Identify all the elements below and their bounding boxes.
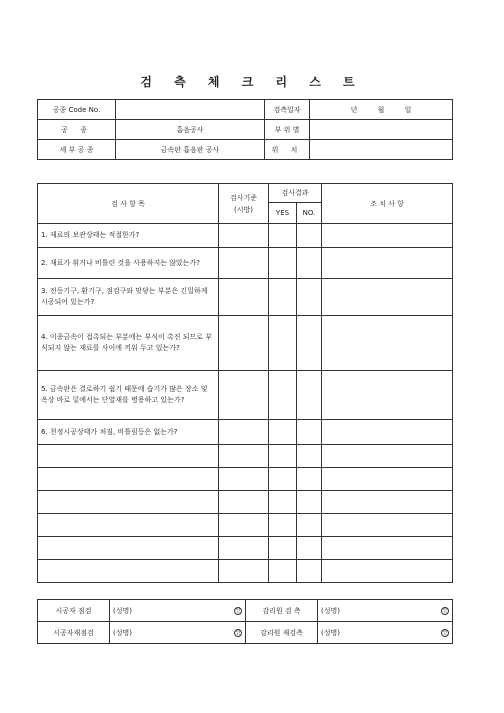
subwork-label: 세 부 공 종 <box>38 140 116 160</box>
table-row <box>38 371 453 420</box>
item-cell[interactable] <box>38 537 219 560</box>
item-cell[interactable] <box>38 514 219 537</box>
empty-row <box>38 514 453 537</box>
seal-icon: 인 <box>442 607 448 614</box>
action-cell[interactable] <box>322 468 453 491</box>
item-cell[interactable] <box>38 491 219 514</box>
no-cell[interactable] <box>297 248 322 279</box>
supervisor-recheck-sign[interactable] <box>318 622 453 644</box>
date-year: 년 <box>350 105 358 114</box>
no-cell[interactable] <box>297 468 322 491</box>
no-cell[interactable] <box>297 537 322 560</box>
yes-cell[interactable] <box>269 560 297 583</box>
yes-cell[interactable] <box>269 514 297 537</box>
standard-cell[interactable] <box>219 279 269 316</box>
no-cell[interactable] <box>297 491 322 514</box>
action-cell[interactable] <box>322 420 453 445</box>
empty-row <box>38 491 453 514</box>
work-label: 공 종 <box>38 120 116 140</box>
col-standard-header: 검사기준 (시방) <box>219 184 269 224</box>
seal-icon: 인 <box>235 607 241 614</box>
location-value[interactable] <box>310 140 453 160</box>
empty-row <box>38 468 453 491</box>
supervisor-check-sign[interactable] <box>318 600 453 622</box>
action-cell[interactable] <box>322 491 453 514</box>
contractor-check-sign[interactable] <box>110 600 246 622</box>
standard-cell[interactable] <box>219 514 269 537</box>
check-item-text: 4. 이종금속이 접촉되는 부분에는 부식이 촉진 되므로 부식되지 않는 재료를 사이에 끼워 두고 있는가? <box>38 316 219 371</box>
action-cell[interactable] <box>322 248 453 279</box>
seal-icon: 인 <box>235 629 241 636</box>
date-month: 월 <box>377 105 385 114</box>
standard-cell[interactable] <box>219 560 269 583</box>
col-item-header: 검 사 항 목 <box>38 184 219 224</box>
location-label: 위 치 <box>265 140 310 160</box>
date-label: 검측일자 <box>265 100 310 120</box>
date-value[interactable] <box>310 100 453 120</box>
name-placeholder: (성명) <box>321 606 340 615</box>
standard-cell[interactable] <box>219 316 269 371</box>
col-no-header: NO. <box>297 203 322 224</box>
col-result-header: 검사결과 <box>269 184 322 203</box>
yes-cell[interactable] <box>269 316 297 371</box>
page-title: 검 측 체 크 리 스 트 <box>140 75 364 89</box>
table-row <box>38 248 453 279</box>
standard-cell[interactable] <box>219 537 269 560</box>
col-yes-header: YES <box>269 203 297 224</box>
table-row <box>38 224 453 248</box>
check-item-text: 3. 전등기구, 환기구, 점검구와 맞닿는 부분은 긴밀하게 시공되어 있는가? <box>38 279 219 316</box>
action-cell[interactable] <box>322 371 453 420</box>
empty-row <box>38 560 453 583</box>
action-cell[interactable] <box>322 279 453 316</box>
item-cell[interactable] <box>38 445 219 468</box>
yes-cell[interactable] <box>269 491 297 514</box>
yes-cell[interactable] <box>269 248 297 279</box>
table-row <box>38 279 453 316</box>
standard-cell[interactable] <box>219 445 269 468</box>
code-label: 공종 Code No. <box>38 100 116 120</box>
action-cell[interactable] <box>322 560 453 583</box>
header-info-table <box>37 99 453 160</box>
supervisor-check-label: 감리원 검 측 <box>246 600 318 622</box>
no-cell[interactable] <box>297 420 322 445</box>
check-item-text: 2. 재료가 휘거나 비틀린 것을 사용하지는 않았는가? <box>38 248 219 279</box>
standard-cell[interactable] <box>219 491 269 514</box>
yes-cell[interactable] <box>269 537 297 560</box>
yes-cell[interactable] <box>269 371 297 420</box>
yes-cell[interactable] <box>269 420 297 445</box>
standard-cell[interactable] <box>219 420 269 445</box>
seal-icon: 인 <box>442 629 448 636</box>
contractor-recheck-label: 시공자재점검 <box>38 622 110 644</box>
yes-cell[interactable] <box>269 445 297 468</box>
no-cell[interactable] <box>297 445 322 468</box>
name-placeholder: (성명) <box>113 606 132 615</box>
no-cell[interactable] <box>297 371 322 420</box>
check-item-text: 5. 금속판은 결로하기 쉽기 때문에 습기가 많은 장소 및 옥상 바로 밑에서는 단열재를 병용하고 있는가? <box>38 371 219 420</box>
subwork-value[interactable]: 금속판 흡음판 공사 <box>116 140 265 160</box>
standard-cell[interactable] <box>219 248 269 279</box>
table-row <box>38 420 453 445</box>
action-cell[interactable] <box>322 224 453 248</box>
yes-cell[interactable] <box>269 468 297 491</box>
part-label: 부 위 별 <box>265 120 310 140</box>
checklist-table <box>37 183 453 583</box>
yes-cell[interactable] <box>269 279 297 316</box>
name-placeholder: (성명) <box>113 628 132 637</box>
signature-table <box>37 599 453 644</box>
standard-cell[interactable] <box>219 468 269 491</box>
action-cell[interactable] <box>322 445 453 468</box>
no-cell[interactable] <box>297 224 322 248</box>
action-cell[interactable] <box>322 514 453 537</box>
yes-cell[interactable] <box>269 224 297 248</box>
no-cell[interactable] <box>297 316 322 371</box>
standard-cell[interactable] <box>219 371 269 420</box>
check-item-text: 1. 재료의 보관상태는 적절한가? <box>38 224 219 248</box>
check-item-text: 6. 천정시공상태가 처짐, 비틀림등은 없는가? <box>38 420 219 445</box>
code-value[interactable] <box>116 100 265 120</box>
standard-cell[interactable] <box>219 224 269 248</box>
no-cell[interactable] <box>297 514 322 537</box>
empty-row <box>38 537 453 560</box>
empty-row <box>38 445 453 468</box>
item-cell[interactable] <box>38 468 219 491</box>
contractor-check-label: 시공자 점검 <box>38 600 110 622</box>
table-row <box>38 316 453 371</box>
contractor-recheck-sign[interactable] <box>110 622 246 644</box>
action-cell[interactable] <box>322 537 453 560</box>
action-cell[interactable] <box>322 316 453 371</box>
name-placeholder: (성명) <box>321 628 340 637</box>
col-action-header: 조 치 사 항 <box>322 184 453 224</box>
part-value[interactable] <box>310 120 453 140</box>
work-value[interactable]: 흡음공사 <box>116 120 265 140</box>
date-day: 일 <box>404 105 412 114</box>
no-cell[interactable] <box>297 279 322 316</box>
no-cell[interactable] <box>297 560 322 583</box>
item-cell[interactable] <box>38 560 219 583</box>
supervisor-recheck-label: 감리원 재검측 <box>246 622 318 644</box>
